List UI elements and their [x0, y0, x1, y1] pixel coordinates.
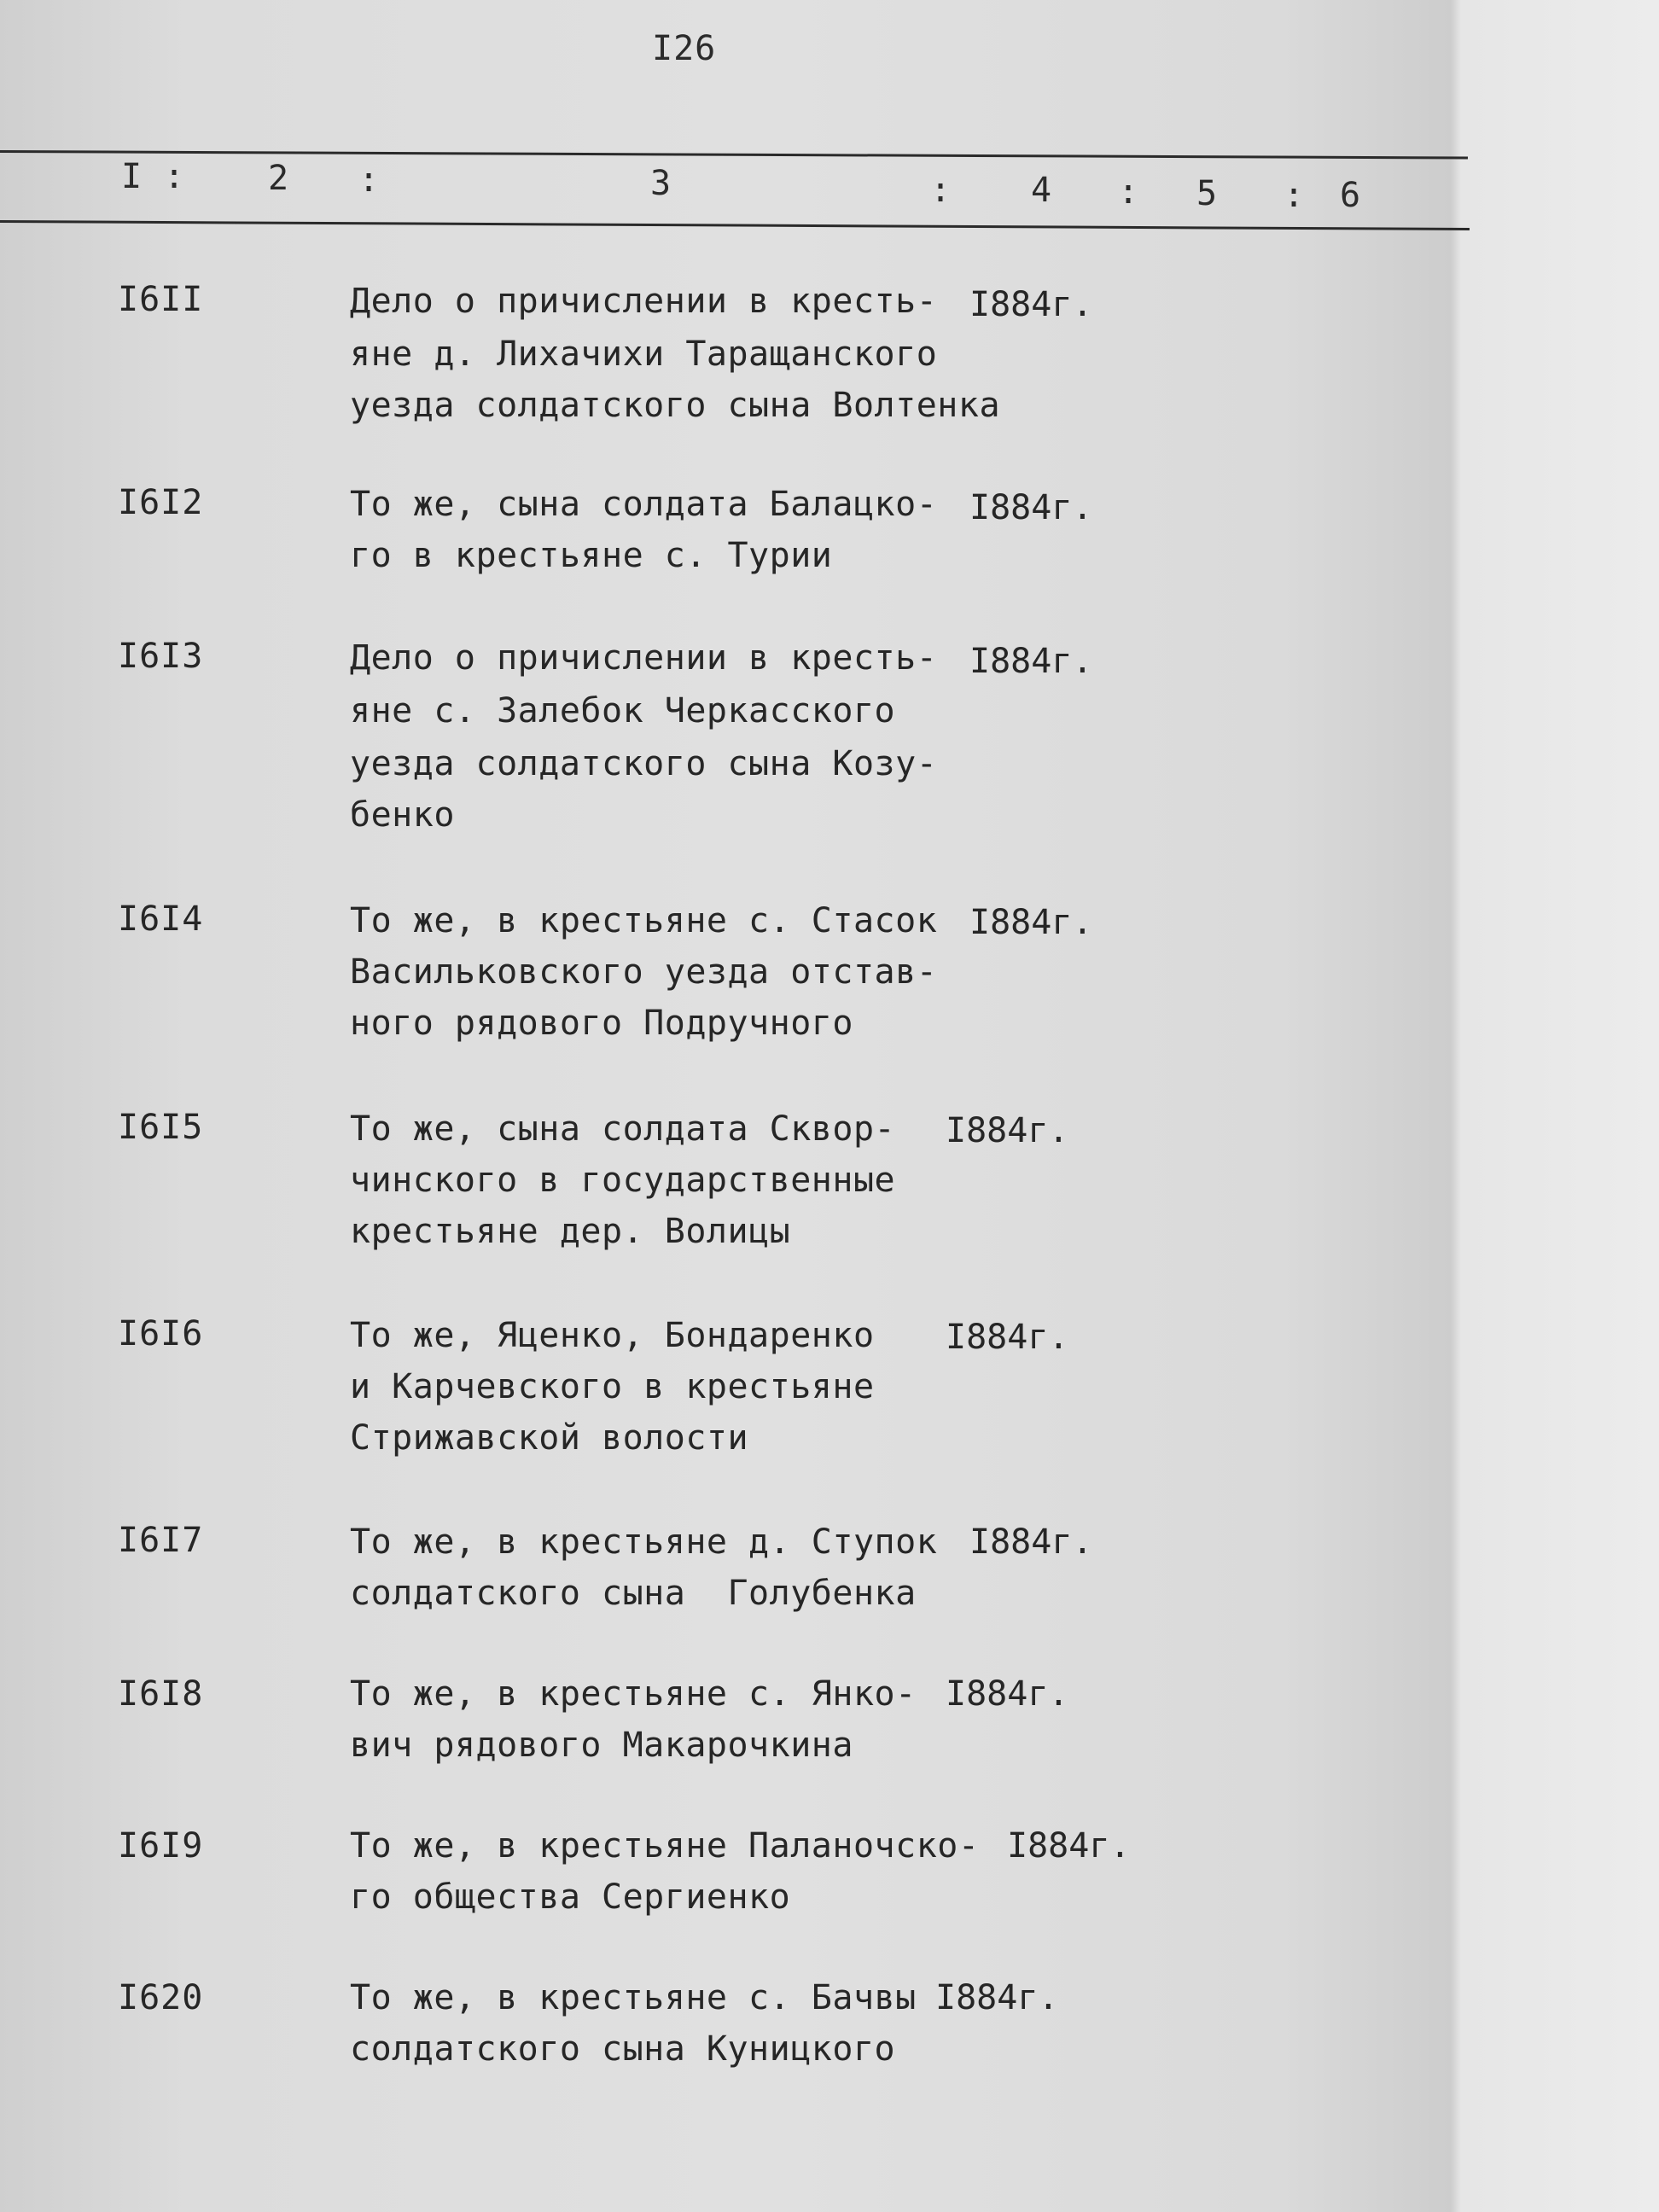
column-header-3: 3	[650, 164, 672, 203]
entry-description-line: То же, сына солдата Сквор-	[350, 1109, 896, 1149]
entry-year: I884г.	[969, 488, 1093, 527]
entry-year: I884г.	[1007, 1826, 1131, 1866]
column-separator: :	[1284, 176, 1305, 215]
column-header-5: 5	[1196, 174, 1218, 213]
entry-description-line: солдатского сына Голубенка	[350, 1574, 917, 1613]
entry-description-line: Дело о причислении в кресть-	[350, 638, 938, 678]
entry-description-line: солдатского сына Куницкого	[350, 2029, 896, 2069]
entry-description-line: чинского в государственные	[350, 1161, 896, 1200]
entry-year: I884г.	[946, 1111, 1069, 1150]
entry-year: I884г.	[969, 1522, 1093, 1562]
entry-description-line: крестьяне дер. Волицы	[350, 1212, 791, 1251]
column-header-1: I	[121, 157, 143, 196]
page-number: I26	[652, 29, 717, 68]
entry-year: I884г.	[935, 1978, 1059, 2017]
entry-number: I6I2	[118, 483, 204, 522]
entry-description-line: го общества Сергиенко	[350, 1877, 791, 1917]
entry-description-line: уезда солдатского сына Козу-	[350, 744, 938, 783]
entry-description-line: То же, в крестьяне с. Стасок	[350, 901, 938, 940]
entry-number: I6I9	[118, 1826, 204, 1866]
column-separator: :	[358, 160, 380, 200]
column-header-2: 2	[268, 159, 289, 198]
entry-description-line: Васильковского уезда отстав-	[350, 952, 938, 992]
entry-number: I6I6	[118, 1314, 204, 1353]
entry-description-line: То же, в крестьяне с. Янко-	[350, 1674, 917, 1714]
entry-number: I6I3	[118, 637, 204, 676]
entry-year: I884г.	[946, 1318, 1069, 1357]
entry-description-line: яне с. Залебок Черкасского	[350, 691, 896, 731]
entry-description-line: вич рядового Макарочкина	[350, 1726, 853, 1765]
entry-description-line: То же, Яценко, Бондаренко	[350, 1316, 875, 1355]
entry-year: I884г.	[969, 285, 1093, 324]
entry-number: I6I5	[118, 1108, 204, 1147]
entry-number: I6I7	[118, 1521, 204, 1560]
entry-year: I884г.	[946, 1674, 1069, 1714]
entry-number: I6I8	[118, 1674, 204, 1714]
entry-description-line: Стрижавской волости	[350, 1418, 749, 1458]
entry-description-line: Дело о причислении в кресть-	[350, 282, 938, 321]
column-separator: :	[930, 171, 952, 210]
column-header-4: 4	[1031, 171, 1052, 210]
entry-description-line: То же, в крестьяне Паланочско-	[350, 1826, 980, 1866]
entry-description-line: и Карчевского в крестьяне	[350, 1367, 875, 1406]
entry-description-line: яне д. Лихачихи Таращанского	[350, 335, 938, 374]
column-separator: :	[1118, 172, 1139, 212]
entry-description-line: бенко	[350, 795, 455, 835]
column-separator: :	[164, 157, 185, 196]
entry-description-line: ного рядового Подручного	[350, 1004, 853, 1043]
entry-description-line: То же, сына солдата Балацко-	[350, 485, 938, 524]
header-bottom-rule	[0, 220, 1470, 230]
entry-description-line: уезда солдатского сына Волтенка	[350, 386, 1001, 425]
entry-description-line: го в крестьяне с. Турии	[350, 536, 833, 575]
entry-number: I6I4	[118, 899, 204, 939]
entry-description-line: То же, в крестьяне с. Бачвы	[350, 1978, 917, 2017]
header-top-rule	[0, 150, 1468, 160]
entry-number: I620	[118, 1978, 204, 2017]
column-header-6: 6	[1340, 176, 1361, 215]
entry-year: I884г.	[969, 642, 1093, 681]
entry-description-line: То же, в крестьяне д. Ступок	[350, 1522, 938, 1562]
entry-number: I6II	[118, 280, 204, 319]
entry-year: I884г.	[969, 903, 1093, 942]
